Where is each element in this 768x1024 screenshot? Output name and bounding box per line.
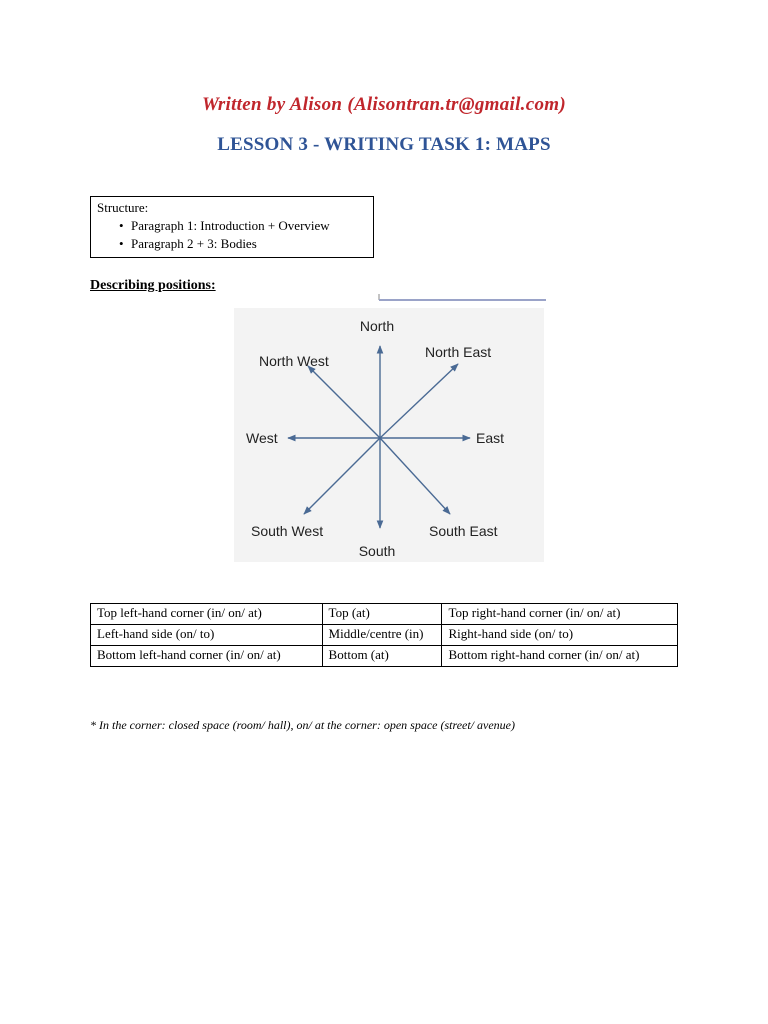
label-north-east: North East bbox=[425, 344, 492, 360]
table-cell: Top (at) bbox=[322, 604, 442, 625]
table-row bbox=[91, 625, 678, 646]
label-south-west: South West bbox=[251, 523, 324, 539]
structure-box bbox=[90, 196, 374, 258]
lesson-title: LESSON 3 - WRITING TASK 1: MAPS bbox=[217, 134, 551, 155]
bullet-icon: • bbox=[119, 218, 124, 233]
table-cell: Bottom left-hand corner (in/ on/ at) bbox=[91, 646, 323, 667]
label-south-east: South East bbox=[429, 523, 498, 539]
label-north-west: North West bbox=[259, 353, 329, 369]
structure-item-text: Paragraph 1: Introduction + Overview bbox=[131, 218, 330, 233]
structure-item bbox=[119, 235, 367, 253]
south-west-arrow bbox=[304, 438, 380, 514]
south-east-arrow bbox=[380, 438, 450, 514]
label-south: South bbox=[358, 543, 396, 559]
table-cell: Top right-hand corner (in/ on/ at) bbox=[442, 604, 678, 625]
table-row bbox=[91, 604, 678, 625]
positions-heading: Describing positions: bbox=[90, 278, 216, 293]
author-line: Written by Alison (Alisontran.tr@gmail.com) bbox=[202, 94, 566, 115]
label-east: East bbox=[476, 430, 505, 446]
label-north: North bbox=[359, 318, 395, 334]
table-cell: Bottom (at) bbox=[322, 646, 442, 667]
compass-diagram bbox=[234, 308, 544, 562]
table-cell: Left-hand side (on/ to) bbox=[91, 625, 323, 646]
structure-heading: Structure: bbox=[97, 200, 149, 215]
table-cell: Middle/centre (in) bbox=[322, 625, 442, 646]
table-cell: Top left-hand corner (in/ on/ at) bbox=[91, 604, 323, 625]
table-cell: Bottom right-hand corner (in/ on/ at) bbox=[442, 646, 678, 667]
structure-item bbox=[119, 217, 367, 235]
north-west-arrow bbox=[308, 366, 380, 438]
north-east-arrow bbox=[380, 364, 458, 438]
label-west: West bbox=[246, 430, 278, 446]
table-cell: Right-hand side (on/ to) bbox=[442, 625, 678, 646]
structure-list bbox=[97, 217, 367, 253]
positions-table bbox=[90, 603, 678, 667]
structure-item-text: Paragraph 2 + 3: Bodies bbox=[131, 236, 257, 251]
table-row bbox=[91, 646, 678, 667]
decorative-rule bbox=[378, 294, 546, 302]
footnote: * In the corner: closed space (room/ hall), on/ at the corner: open space (street/ avenue) bbox=[90, 718, 515, 732]
bullet-icon: • bbox=[119, 236, 124, 251]
